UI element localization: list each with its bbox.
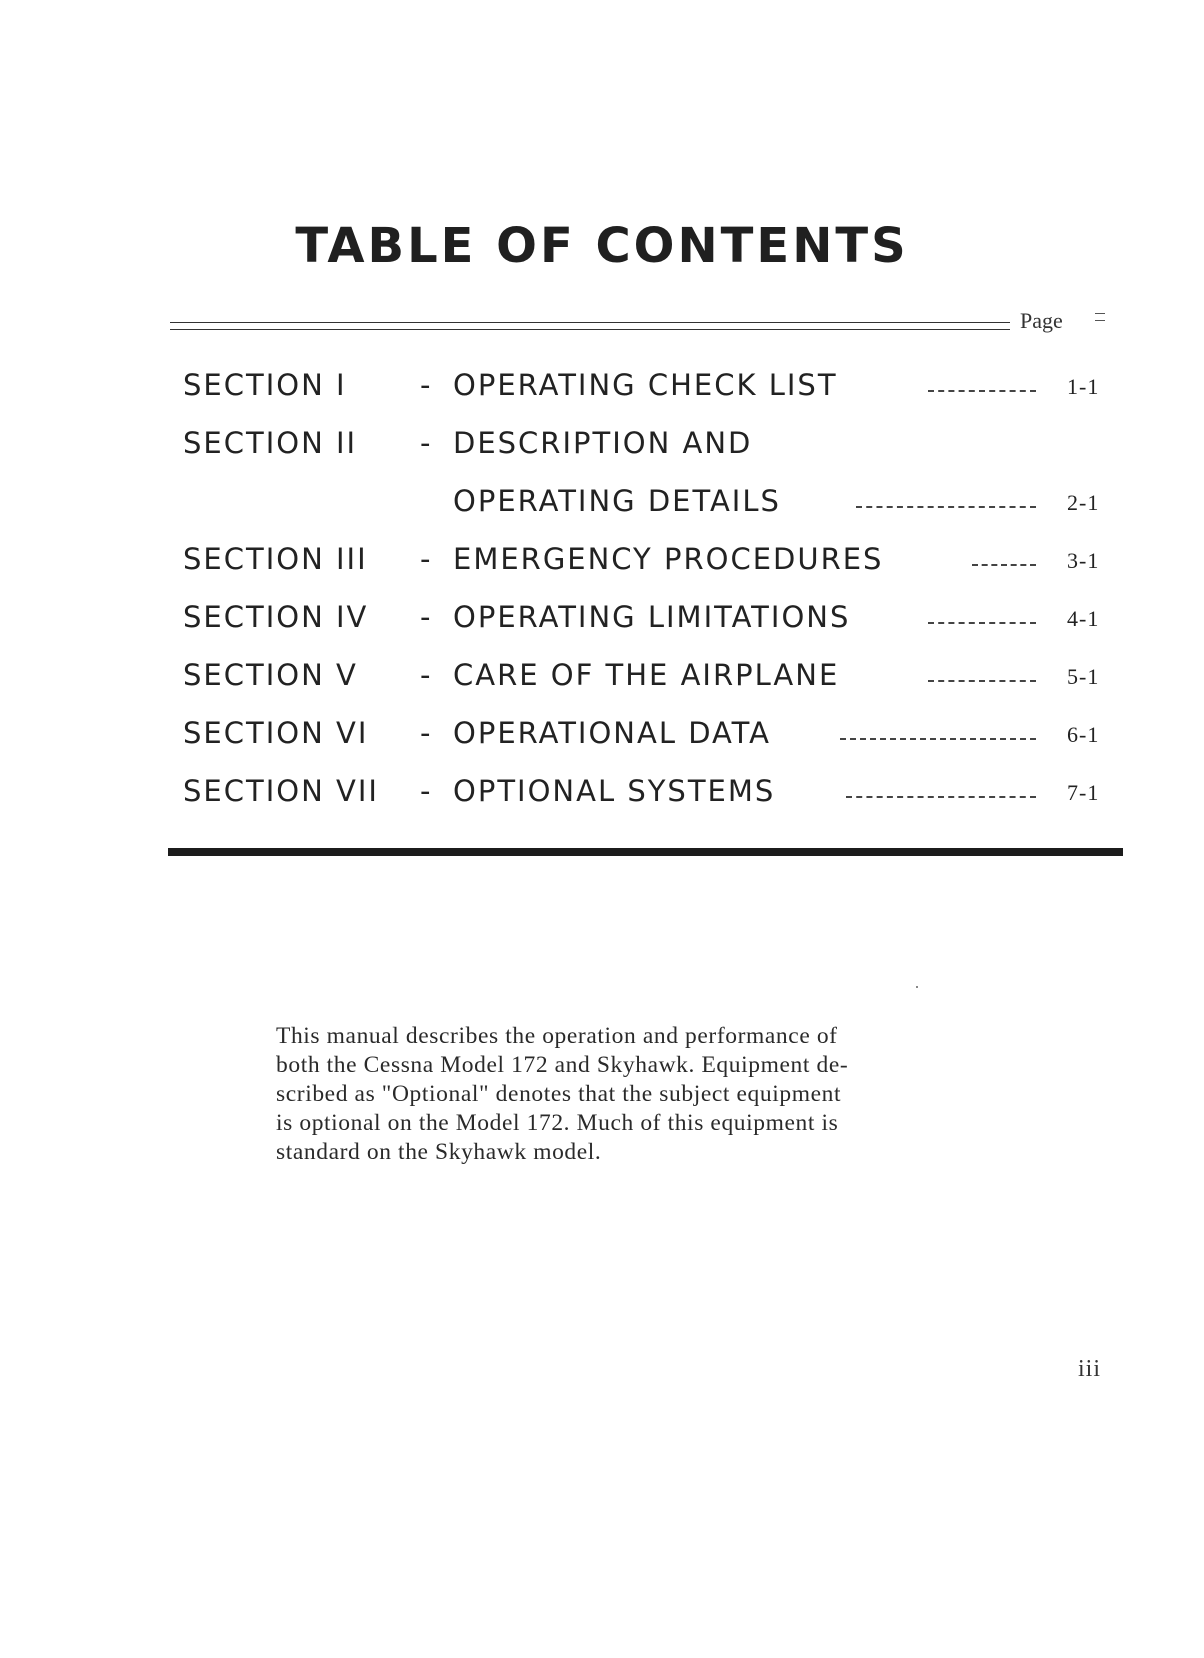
page-label-rule-mark xyxy=(1095,313,1105,321)
toc-section-label: SECTION VI xyxy=(183,716,369,750)
scan-speck xyxy=(916,986,918,988)
toc-page-number: 1-1 xyxy=(1067,374,1100,399)
toc-separator: - xyxy=(420,774,433,808)
toc-separator: - xyxy=(420,368,433,402)
toc-title: OPERATING CHECK LIST xyxy=(453,368,838,402)
toc-separator: - xyxy=(420,716,433,750)
intro-line: scribed as "Optional" denotes that the subject equipment xyxy=(276,1081,842,1107)
toc-section-label: SECTION II xyxy=(183,426,358,460)
toc-separator: - xyxy=(420,658,433,692)
toc-entry-section-vi[interactable] xyxy=(0,716,1204,756)
toc-page-number: 2-1 xyxy=(1067,490,1100,515)
toc-section-label: SECTION III xyxy=(183,542,368,576)
toc-dot-leader xyxy=(846,796,1036,798)
toc-section-label: SECTION IV xyxy=(183,600,369,634)
toc-entry-section-v[interactable] xyxy=(0,658,1204,698)
page-title: TABLE OF CONTENTS xyxy=(295,218,909,274)
intro-line: both the Cessna Model 172 and Skyhawk. Equipment de- xyxy=(276,1052,849,1078)
toc-title: EMERGENCY PROCEDURES xyxy=(453,542,884,576)
toc-title-line-2: OPERATING DETAILS xyxy=(453,484,781,518)
toc-dot-leader xyxy=(928,680,1036,682)
toc-separator: - xyxy=(420,542,433,576)
intro-line: is optional on the Model 172. Much of this equipment is xyxy=(276,1110,839,1136)
intro-line: standard on the Skyhawk model. xyxy=(276,1139,602,1165)
toc-entry-section-vii[interactable] xyxy=(0,774,1204,814)
toc-page-number: 5-1 xyxy=(1067,664,1100,689)
toc-title: CARE OF THE AIRPLANE xyxy=(453,658,840,692)
toc-title: OPERATING LIMITATIONS xyxy=(453,600,851,634)
toc-entry-section-iv[interactable] xyxy=(0,600,1204,640)
toc-title-line-1: DESCRIPTION AND xyxy=(453,426,753,460)
toc-section-label: SECTION V xyxy=(183,658,358,692)
toc-page-number: 4-1 xyxy=(1067,606,1100,631)
header-double-rule xyxy=(170,322,1010,330)
intro-paragraph xyxy=(276,1022,1016,1167)
intro-line: This manual describes the operation and performance of xyxy=(276,1023,838,1049)
toc-entry-section-ii-continued[interactable] xyxy=(0,484,1204,524)
bottom-heavy-rule xyxy=(168,848,1123,856)
toc-dot-leader xyxy=(840,738,1036,740)
toc-separator: - xyxy=(420,426,433,460)
toc-page-number: 3-1 xyxy=(1067,548,1100,573)
toc-page-number: 6-1 xyxy=(1067,722,1100,747)
toc-page-number: 7-1 xyxy=(1067,780,1100,805)
toc-dot-leader xyxy=(972,564,1036,566)
toc-dot-leader xyxy=(856,506,1036,508)
page-number: iii xyxy=(1078,1356,1102,1382)
toc-dot-leader xyxy=(928,622,1036,624)
toc-section-label: SECTION VII xyxy=(183,774,379,808)
toc-separator: - xyxy=(420,600,433,634)
toc-entry-section-i[interactable] xyxy=(0,368,1204,408)
toc-title: OPTIONAL SYSTEMS xyxy=(453,774,776,808)
toc-dot-leader xyxy=(928,390,1036,392)
toc-title: OPERATIONAL DATA xyxy=(453,716,771,750)
toc-section-label: SECTION I xyxy=(183,368,347,402)
toc-entry-section-iii[interactable] xyxy=(0,542,1204,582)
toc-entry-section-ii[interactable] xyxy=(0,426,1204,466)
page-column-label: Page xyxy=(1020,308,1063,333)
